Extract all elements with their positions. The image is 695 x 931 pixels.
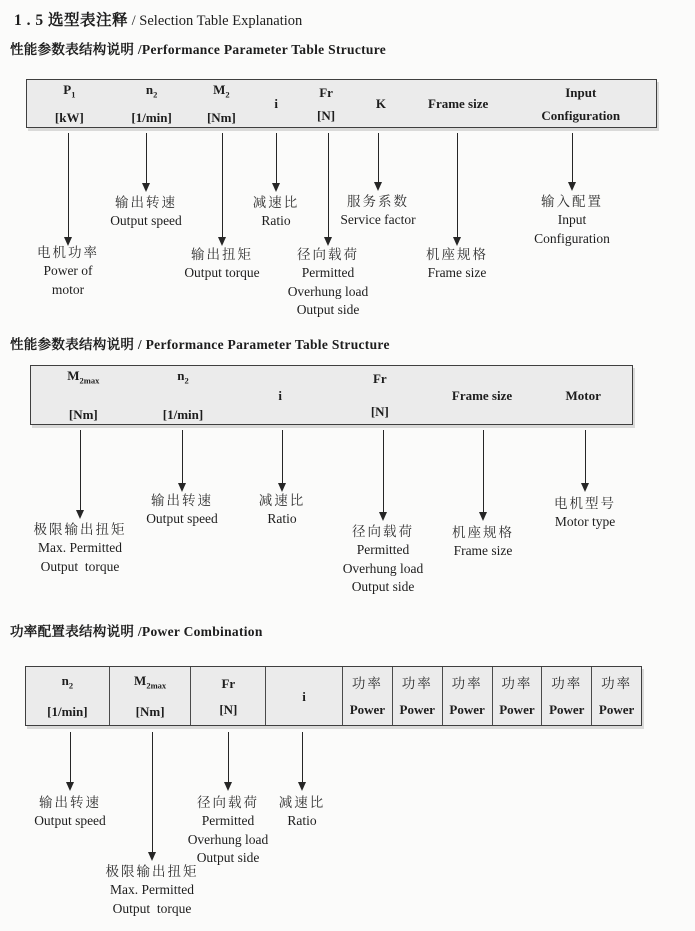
annotation-label-en: Permitted (201, 813, 255, 828)
annotation-label-zh: 径向载荷 (197, 795, 259, 810)
annotation-label-zh: 减速比 (278, 795, 326, 810)
header-symbol: K (375, 96, 386, 111)
section-heading-power-combination: 功率配置表结构说明 /Power Combination (10, 624, 263, 639)
column-header (541, 667, 591, 725)
header-symbol: $n_2$ (61, 672, 74, 691)
annotation-label-en: Output speed (34, 813, 106, 828)
annotation-label-en: Permitted (356, 542, 410, 557)
header-unit: [Nm] (135, 704, 165, 720)
column-header (191, 80, 251, 127)
header-symbol: $M_2$ (213, 81, 230, 100)
page-title-zh: 1 . 5 选型表注释 (14, 12, 129, 29)
header-subscript: 2 (184, 375, 189, 386)
annotation-label (497, 192, 647, 248)
annotation-label-en: Frame size (453, 543, 513, 558)
down-arrow (302, 732, 303, 782)
annotation-label-zh: 径向载荷 (352, 524, 414, 539)
annotation-label-en: Output torque (112, 900, 192, 916)
down-arrow (383, 430, 384, 512)
annotation-label-en: Output side (196, 850, 260, 865)
annotation-label-en: Permitted (301, 265, 355, 280)
header-symbol: Fr (372, 371, 387, 386)
header-symbol: i (278, 387, 282, 403)
header-symbol: 功率 (501, 675, 533, 691)
annotation-label-en: Max. Permitted (110, 882, 194, 897)
column-header (251, 80, 301, 127)
down-arrow (572, 133, 573, 182)
header-symbol: Fr (319, 84, 333, 100)
down-arrow (483, 430, 484, 512)
annotation-label-zh: 极限输出扭矩 (105, 864, 199, 879)
down-arrow (68, 133, 69, 237)
down-arrow (70, 732, 71, 782)
column-header (411, 80, 506, 127)
header-unit: [N] (317, 107, 336, 123)
header-unit: Power (499, 701, 535, 717)
annotation-label-en: Frame size (427, 265, 487, 280)
column-header (301, 80, 351, 127)
column-header (26, 667, 109, 725)
annotation-label-en: Power of (43, 263, 93, 278)
header-subscript: 2 (68, 680, 74, 691)
header-unit: [1/min] (47, 704, 88, 720)
header-symbol: 功率 (601, 675, 633, 691)
header-unit: [1/min] (131, 110, 172, 126)
down-arrow (80, 430, 81, 510)
header-symbol: 功率 (551, 675, 583, 691)
header-symbol: $n_2$ (177, 368, 189, 386)
annotation-label-en: Service factor (340, 212, 416, 227)
annotation-label-en: Overhung load (187, 831, 269, 847)
header-subscript: 2max (79, 375, 100, 386)
annotation-label (71, 193, 221, 231)
header-unit: Power (598, 701, 635, 717)
header-unit: Power (449, 701, 485, 717)
header-unit: Power (549, 701, 585, 717)
annotation-label-en: Configuration (534, 230, 610, 246)
annotation-label (510, 494, 660, 532)
header-symbol: $P_1$ (63, 81, 76, 100)
annotation-label-en: Output torque (40, 558, 120, 574)
annotation-label (253, 245, 403, 320)
header-symbol: i (274, 96, 279, 111)
column-header (506, 80, 657, 127)
header-unit: [Nm] (206, 110, 236, 126)
down-arrow (378, 133, 379, 182)
header-unit: Configuration (541, 107, 621, 123)
column-header (190, 667, 265, 725)
annotation-label-zh: 输出转速 (39, 795, 101, 810)
down-arrow (146, 133, 147, 183)
annotation-label-zh: 径向载荷 (297, 247, 359, 262)
down-arrow (182, 430, 183, 483)
annotation-label-zh: 减速比 (252, 195, 300, 210)
annotation-label (0, 793, 145, 831)
column-header (330, 366, 430, 424)
annotation-label-zh: 输出转速 (151, 493, 213, 508)
down-arrow (276, 133, 277, 183)
annotation-label-zh: 电机型号 (554, 496, 616, 511)
column-header (591, 667, 641, 725)
column-header (492, 667, 542, 725)
annotation-label-zh: 减速比 (258, 493, 306, 508)
column-header (109, 667, 191, 725)
column-header (430, 366, 535, 424)
column-header (392, 667, 442, 725)
header-symbol: Frame size (451, 387, 513, 403)
header-unit: [Nm] (68, 406, 98, 422)
annotation-label-zh: 机座规格 (426, 247, 488, 262)
header-unit: [N] (370, 404, 389, 419)
header-subscript: 2 (225, 89, 230, 100)
annotation-label (382, 245, 532, 283)
down-arrow (282, 430, 283, 483)
page-title (14, 8, 302, 30)
column-header (31, 366, 136, 424)
header-unit: Power (399, 701, 435, 717)
down-arrow (228, 732, 229, 782)
annotation-label-en: Input (557, 212, 587, 227)
header-symbol: 功率 (451, 675, 483, 691)
column-header (230, 366, 330, 424)
header-symbol: Frame size (428, 96, 489, 111)
column-header (534, 366, 632, 424)
annotation-label-en: Motor type (554, 514, 616, 529)
header-unit: Power (349, 701, 386, 717)
table-header-row-2 (30, 365, 633, 425)
annotation-label-en: Ratio (267, 511, 297, 526)
header-symbol: $M_{2max}$ (134, 672, 167, 691)
column-header (342, 667, 392, 725)
annotation-label-en: Max. Permitted (38, 540, 122, 555)
annotation-label-en: Output speed (110, 213, 182, 228)
header-symbol: Input (565, 84, 597, 100)
annotation-label-en: Output side (296, 302, 360, 317)
annotation-label-zh: 输入配置 (541, 194, 603, 209)
header-unit: [1/min] (162, 406, 204, 422)
section-heading-performance-2: 性能参数表结构说明 / Performance Parameter Table Structure (10, 337, 390, 352)
header-subscript: 2 (153, 89, 158, 100)
annotation-label-en: Output torque (184, 265, 260, 280)
column-header (27, 80, 112, 127)
header-unit: [kW] (54, 110, 84, 126)
annotation-label-zh: 电机功率 (37, 245, 99, 260)
annotation-label-zh: 服务系数 (347, 194, 409, 209)
annotation-label-en: Output side (351, 579, 415, 594)
header-symbol: Fr (221, 675, 236, 691)
annotation-label-zh: 输出扭矩 (191, 247, 253, 262)
annotation-label-zh: 机座规格 (452, 525, 514, 540)
column-header (442, 667, 492, 725)
annotation-label (303, 192, 453, 230)
section-heading-performance-1: 性能参数表结构说明 /Performance Parameter Table Structure (10, 42, 387, 57)
annotation-label-en: Overhung load (342, 560, 424, 576)
annotation-label (227, 793, 377, 831)
table-header-row-1 (26, 79, 657, 128)
annotation-label-en: Overhung load (287, 283, 369, 299)
header-subscript: 2max (146, 680, 167, 691)
table-header-row-3 (25, 666, 642, 726)
down-arrow (585, 430, 586, 483)
annotation-label-zh: 输出转速 (115, 195, 177, 210)
annotation-label (0, 243, 143, 299)
header-symbol: 功率 (401, 675, 433, 691)
annotation-label-en: motor (51, 281, 85, 297)
header-symbol: $n_2$ (145, 81, 158, 100)
annotation-label-zh: 极限输出扭矩 (33, 522, 127, 537)
column-header (136, 366, 231, 424)
page-title-en: / Selection Table Explanation (128, 13, 303, 29)
column-header (112, 80, 192, 127)
header-symbol: Motor (565, 387, 601, 403)
header-symbol: 功率 (351, 675, 383, 691)
down-arrow (457, 133, 458, 237)
annotation-label-en: Ratio (261, 213, 291, 228)
header-symbol: $M_{2max}$ (67, 368, 100, 386)
annotation-label-en: Output speed (146, 511, 218, 526)
header-symbol: i (302, 688, 306, 704)
header-subscript: 1 (71, 89, 76, 100)
column-header (265, 667, 342, 725)
annotation-label (77, 862, 227, 918)
header-unit: [N] (219, 701, 238, 717)
column-header (351, 80, 411, 127)
annotation-label-en: Ratio (287, 813, 317, 828)
